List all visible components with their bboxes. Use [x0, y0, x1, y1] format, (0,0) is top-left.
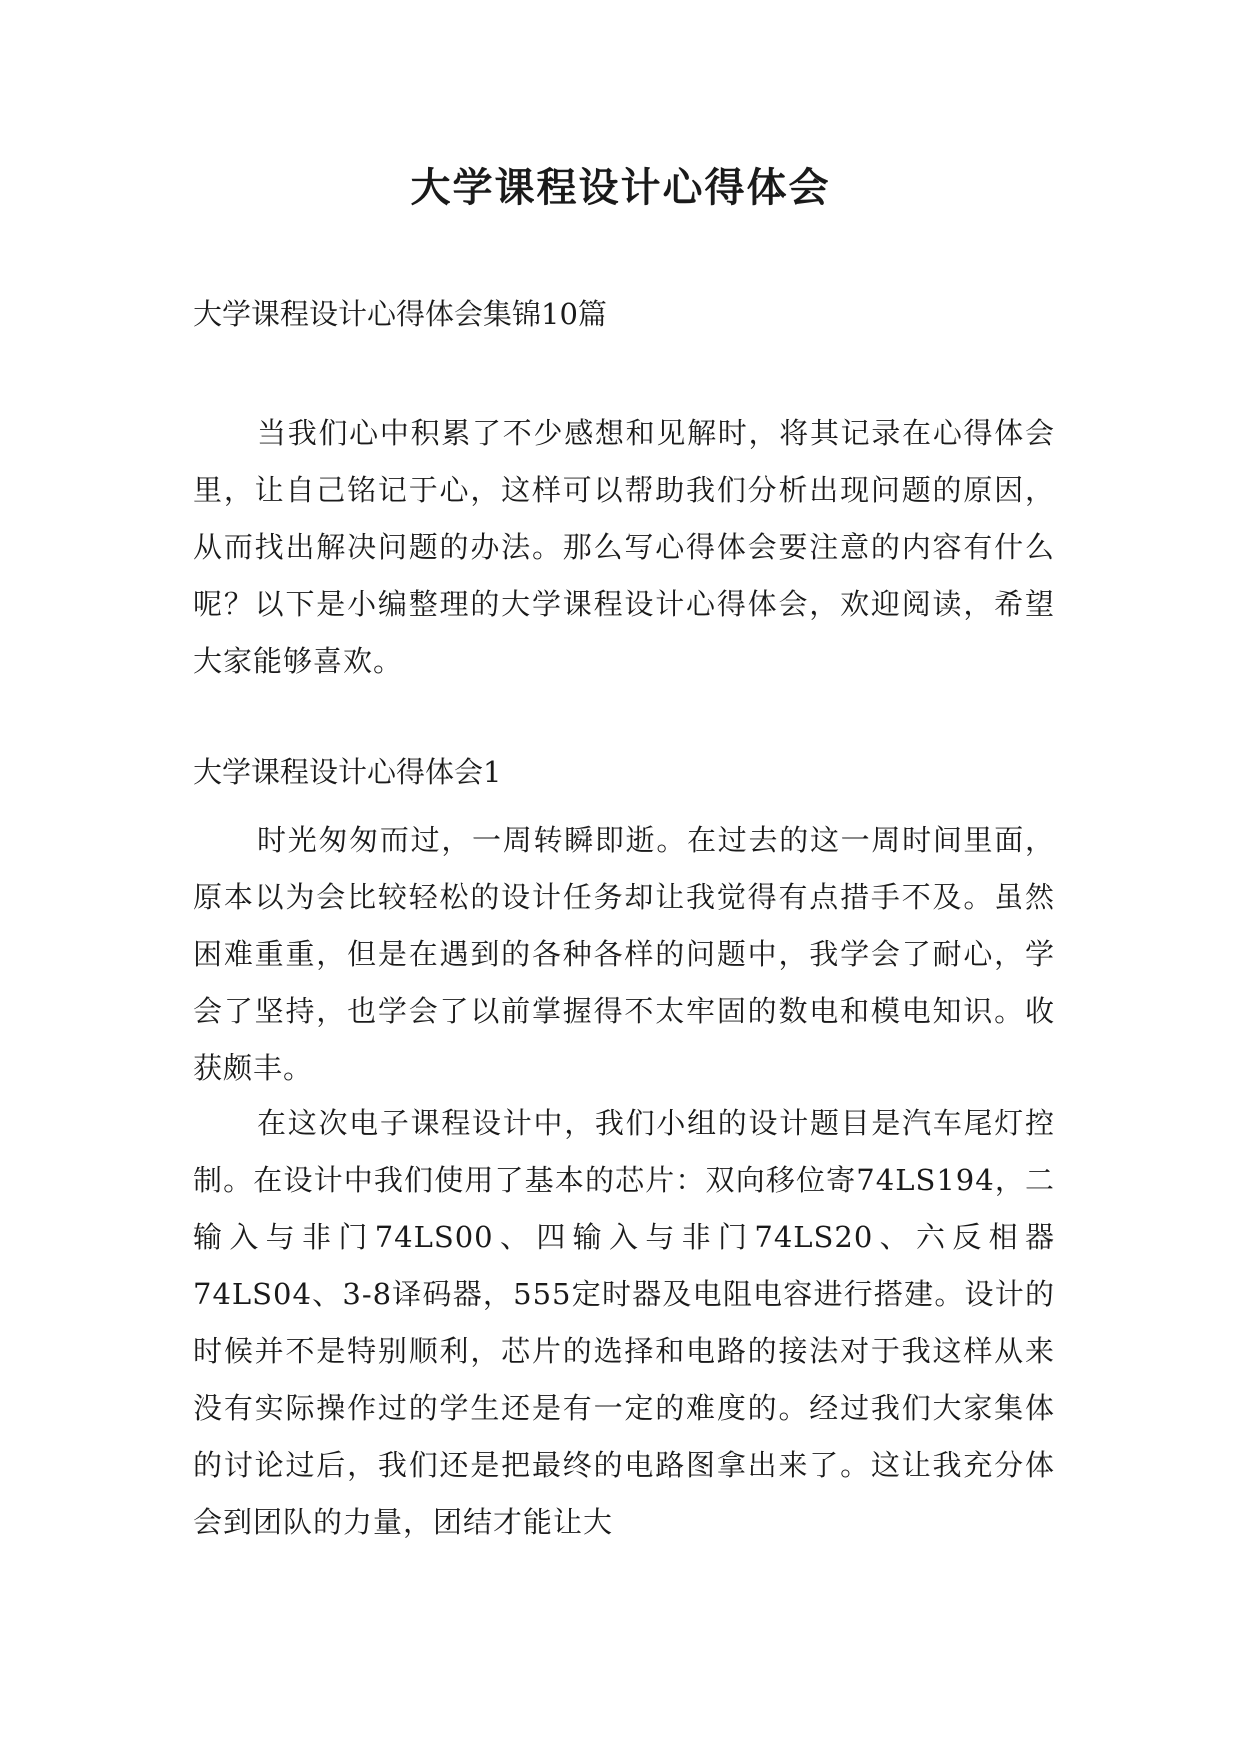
- document-title: 大学课程设计心得体会: [410, 164, 831, 211]
- body-paragraph-2: 在这次电子课程设计中，我们小组的设计题目是汽车尾灯控制。在设计中我们使用了基本的芯片：双向移位寄74LS194，二输入与非门74LS00、四输入与非门74LS20、六反相器74LS04、3-8译码器，555定时器及电阻电容进行搭建。设计的时候并不是特别顺利，芯片的选择和电路的接法对于我这样从来没有实际操作过的学生还是有一定的难度的。经过我们大家集体的讨论过后，我们还是把最终的电路图拿出来了。这让我充分体会到团队的力量，团结才能让大: [193, 1106, 1055, 1539]
- body-paragraph-1: 时光匆匆而过，一周转瞬即逝。在过去的这一周时间里面，原本以为会比较轻松的设计任务却让我觉得有点措手不及。虽然困难重重，但是在遇到的各种各样的问题中，我学会了耐心，学会了坚持，也学会了以前掌握得不太牢固的数电和模电知识。收获颇丰。: [193, 823, 1055, 1085]
- intro-paragraph: 当我们心中积累了不少感想和见解时，将其记录在心得体会里，让自己铭记于心，这样可以帮助我们分析出现问题的原因，从而找出解决问题的办法。那么写心得体会要注意的内容有什么呢？以下是小编整理的大学课程设计心得体会，欢迎阅读，希望大家能够喜欢。: [193, 416, 1055, 678]
- document-subtitle: 大学课程设计心得体会集锦10篇: [193, 297, 607, 331]
- section-heading: 大学课程设计心得体会1: [193, 755, 502, 789]
